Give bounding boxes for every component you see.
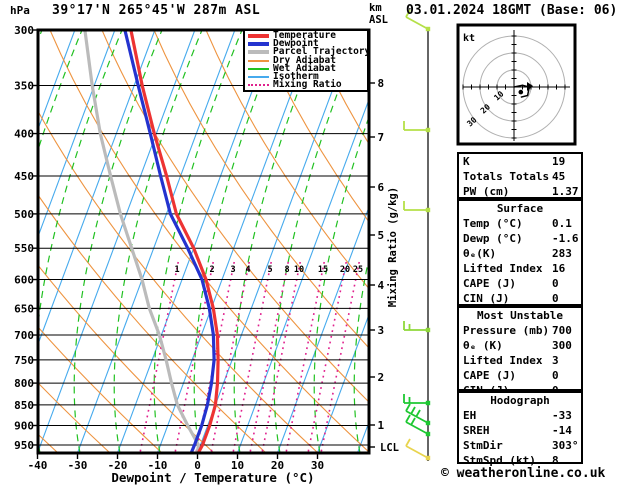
stat-value: -33 — [552, 409, 572, 422]
dry-adiabat-line — [0, 30, 266, 453]
km-tick-label: 3 — [377, 324, 385, 337]
datetime-title: 03.01.2024 18GMT (Base: 06) — [406, 3, 618, 18]
stat-label: CAPE (J) — [463, 369, 516, 382]
temperature-tick-label: 30 — [310, 459, 325, 472]
stat-value: 700 — [552, 324, 572, 337]
legend-swatch-thin — [248, 76, 269, 78]
table-row — [459, 323, 581, 338]
pressure-tick-label: 800 — [14, 377, 34, 391]
mixing-ratio-value-label: 1 — [174, 265, 180, 275]
stat-value: 283 — [552, 247, 572, 260]
mixing-ratio-value-label: 15 — [317, 265, 329, 275]
km-tick-label: 6 — [377, 181, 385, 194]
table-section-title: Most Unstable — [476, 309, 564, 322]
legend-item-label: Wet Adiabat — [273, 62, 336, 74]
wet-adiabat-line — [0, 30, 82, 453]
wet-adiabat-line — [194, 30, 282, 453]
stat-label: StmDir — [463, 439, 503, 452]
pressure-tick-label: 950 — [14, 438, 34, 452]
wind-barb-icon — [406, 404, 430, 425]
km-tick-label: 4 — [377, 279, 385, 292]
pressure-axis-unit-label: hPa — [10, 4, 30, 17]
mixing-ratio-line — [233, 262, 271, 453]
pressure-tick-label: 900 — [14, 419, 34, 433]
temperature-tick-label: -10 — [147, 459, 168, 472]
table-row — [459, 408, 581, 423]
stat-label: Dewp (°C) — [463, 232, 523, 245]
wind-barb-icon — [404, 201, 430, 212]
wind-barb-shaft — [406, 446, 428, 458]
wind-barb-shaft — [406, 17, 428, 29]
stat-value: 19 — [552, 155, 566, 168]
stat-label: EH — [463, 409, 477, 422]
wind-barb-shaft — [406, 422, 428, 434]
pressure-axis — [14, 24, 38, 452]
lcl-label: LCL — [380, 442, 399, 454]
copyright: © weatheronline.co.uk — [441, 466, 606, 481]
stat-value: 0 — [552, 369, 559, 382]
hodograph-ring-label: 30 — [465, 115, 479, 129]
hodograph — [458, 25, 575, 144]
mixing-ratio-value-label: 20 — [339, 265, 351, 275]
stat-label: Pressure (mb) — [463, 324, 550, 337]
mixing-ratio-axis-title: Mixing Ratio (g/kg) — [387, 186, 399, 308]
table-row — [459, 353, 581, 368]
table-row — [459, 216, 581, 231]
wind-barb-tick — [406, 439, 410, 446]
mixing-ratio-line — [250, 262, 288, 453]
legend-swatch-thick — [248, 42, 269, 46]
legend-item-label: Dewpoint — [273, 38, 319, 50]
legend-swatch-thin — [248, 60, 269, 62]
table-row — [459, 291, 581, 306]
pressure-tick-label: 700 — [14, 329, 34, 343]
table-row — [459, 231, 581, 246]
wind-barb-tick — [411, 407, 415, 414]
table-row — [459, 368, 581, 383]
km-tick-label: 5 — [377, 229, 385, 242]
legend-swatch-thick — [248, 34, 269, 38]
table-section-title: Hodograph — [490, 394, 550, 407]
legend-item-label: Isotherm — [273, 71, 319, 83]
legend — [243, 29, 369, 92]
mixing-ratio-value-label: 8 — [284, 265, 290, 275]
indices-table — [457, 152, 583, 199]
hodograph-ring-label: 10 — [492, 89, 506, 103]
stat-label: θₑ(K) — [463, 247, 497, 260]
hodograph-ring-label: 20 — [478, 102, 493, 116]
stat-label: θₑ (K) — [463, 339, 503, 352]
legend-item-label: Dry Adiabat — [273, 54, 336, 66]
station-title: 39°17'N 265°45'W 287m ASL — [52, 3, 261, 18]
legend-item — [248, 81, 367, 89]
mixing-ratio-line — [286, 262, 324, 453]
table-row — [459, 169, 581, 184]
pressure-tick-label: 450 — [14, 169, 34, 183]
mixing-ratio-value-label: 5 — [267, 265, 273, 275]
wind-barb-column — [404, 10, 430, 461]
stat-value: 303° — [552, 439, 579, 452]
km-tick-label: 8 — [377, 77, 385, 90]
hodograph-border — [458, 25, 575, 144]
wind-barb-icon — [404, 394, 430, 405]
mixing-ratio-line — [262, 262, 300, 453]
stat-value: 45 — [552, 170, 566, 183]
pressure-tick-label: 300 — [14, 24, 34, 37]
mixing-ratio-value-label: 25 — [352, 265, 364, 275]
stat-label: CAPE (J) — [463, 277, 516, 290]
stat-value: 16 — [552, 262, 566, 275]
stat-value: 1.37 — [552, 185, 579, 198]
isotherm-line — [38, 30, 195, 453]
pressure-tick-label: 550 — [14, 242, 34, 256]
wind-barb-icon — [404, 121, 430, 132]
table-row — [459, 276, 581, 291]
wet-adiabat-line — [0, 30, 2, 453]
stat-label: Lifted Index — [463, 354, 543, 367]
stat-label: PW (cm) — [463, 185, 510, 198]
table-row — [459, 261, 581, 276]
surface-table — [457, 199, 583, 306]
dry-adiabat-line — [0, 30, 318, 453]
temperature-tick-label: 20 — [270, 459, 285, 472]
temperature-tick-label: -30 — [67, 459, 88, 472]
table-section-title: Surface — [496, 202, 544, 215]
x-axis-title: Dewpoint / Temperature (°C) — [111, 470, 315, 485]
stat-value: 3 — [552, 354, 559, 367]
legend-item-label: Temperature — [273, 30, 336, 42]
pressure-gridlines — [38, 30, 369, 445]
wet-adiabat-line — [234, 30, 322, 453]
pressure-tick-label: 650 — [14, 302, 34, 316]
stat-value: -14 — [552, 424, 572, 437]
km-tick-label: 1 — [377, 419, 385, 432]
table-row — [459, 154, 581, 169]
table-row — [459, 184, 581, 199]
wind-barb-icon — [406, 439, 430, 460]
mixing-ratio-value-label: 3 — [230, 265, 236, 275]
temperature-tick-label: 0 — [194, 459, 201, 472]
stat-value: -1.6 — [552, 232, 579, 245]
mixing-ratio-value-label: 4 — [245, 265, 251, 275]
legend-swatch-thin — [248, 68, 269, 70]
stat-label: Totals Totals — [463, 170, 550, 183]
isotherm-line — [238, 30, 395, 453]
stat-value: 0 — [552, 292, 559, 305]
stat-label: CIN (J) — [463, 292, 510, 305]
pressure-tick-label: 600 — [14, 273, 34, 287]
pressure-tick-label: 500 — [14, 207, 34, 221]
hodograph-stats-table — [457, 391, 583, 467]
dewpoint-curve — [125, 30, 214, 455]
legend-item-label: Mixing Ratio — [273, 79, 342, 91]
stat-value: 8 — [552, 454, 559, 467]
wet-adiabat-line — [594, 30, 629, 453]
stat-value: 300 — [552, 339, 572, 352]
table-row — [459, 338, 581, 353]
stat-label: StmSpd (kt) — [463, 454, 536, 467]
pressure-tick-label: 850 — [14, 398, 34, 412]
legend-item-label: Parcel Trajectory — [273, 46, 371, 58]
wind-barb-tick — [416, 410, 420, 417]
legend-swatch-thick — [248, 50, 269, 54]
hodograph-unit-label: kt — [463, 33, 476, 44]
pressure-tick-label: 400 — [14, 127, 34, 141]
most-unstable-table — [457, 306, 583, 391]
plot-border — [38, 30, 369, 453]
mixing-ratio-value-label: 2 — [209, 265, 215, 275]
pressure-tick-label: 350 — [14, 79, 34, 93]
km-tick-label: 2 — [377, 371, 385, 384]
wind-barb-tick — [406, 404, 410, 411]
temperature-tick-label: 10 — [230, 459, 245, 472]
wet-adiabat-line — [154, 30, 242, 453]
wind-barb-tick — [406, 415, 410, 422]
stat-label: K — [463, 155, 470, 168]
wet-adiabat-line — [274, 30, 362, 453]
table-row — [459, 423, 581, 438]
stat-value: 0 — [552, 277, 559, 290]
stat-value: 0.1 — [552, 217, 572, 230]
wind-barb-tick — [411, 418, 415, 425]
dry-adiabat-line — [0, 30, 6, 453]
wind-barb-icon — [404, 321, 430, 332]
legend-swatch-dotted — [248, 84, 269, 86]
mixing-ratio-value-label: 10 — [293, 265, 305, 275]
hodograph-storm-marker — [519, 90, 524, 95]
stat-label: SREH — [463, 424, 490, 437]
temperature-tick-label: -40 — [27, 459, 48, 472]
km-axis — [369, 77, 385, 447]
table-row — [459, 438, 581, 453]
wet-adiabat-line — [34, 30, 122, 453]
altitude-axis-unit-label: km ASL — [369, 2, 388, 26]
dry-adiabat-line — [102, 30, 422, 453]
km-tick-label: 7 — [377, 131, 385, 144]
pressure-tick-label: 750 — [14, 353, 34, 367]
stat-label: Temp (°C) — [463, 217, 523, 230]
sounding-curves — [85, 30, 218, 455]
temperature-tick-label: -20 — [107, 459, 128, 472]
stat-label: Lifted Index — [463, 262, 543, 275]
table-row — [459, 246, 581, 261]
